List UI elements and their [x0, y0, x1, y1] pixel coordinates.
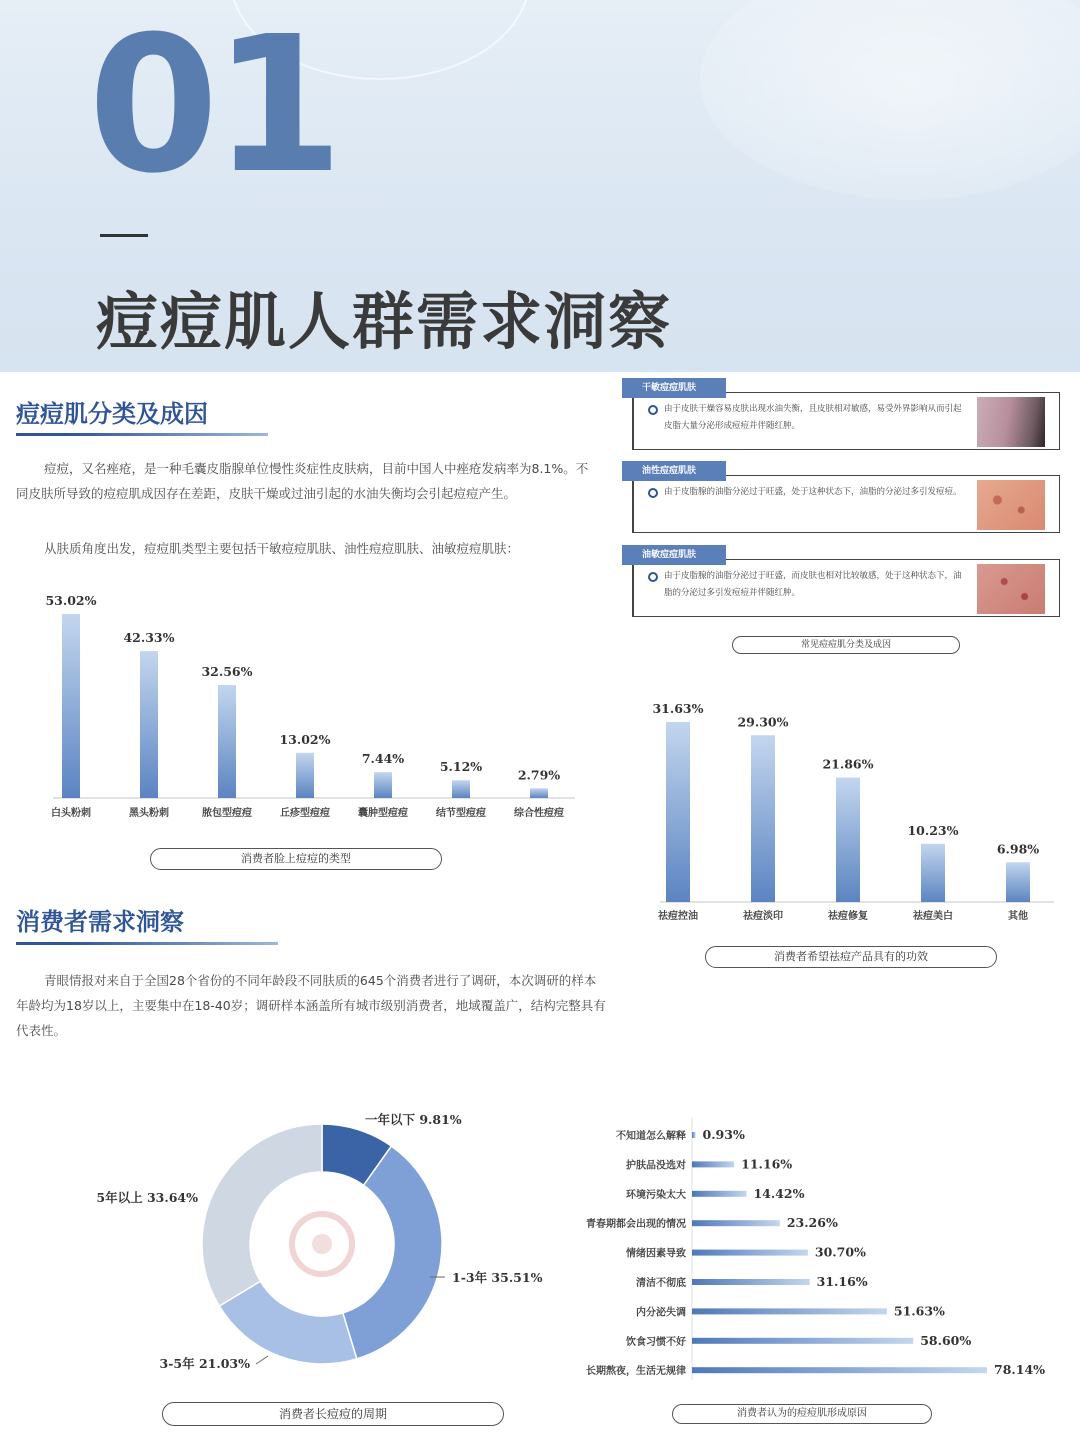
watermark-logo-dot: [312, 1234, 332, 1254]
bullet-icon: [648, 572, 658, 582]
chart1-caption: 消费者脸上痘痘的类型: [150, 848, 442, 870]
skin-photo: [977, 397, 1045, 447]
bar: [296, 753, 314, 798]
category-label: 祛痘淡印: [743, 911, 783, 922]
survey-paragraph: 青眼情报对来自于全国28个省份的不同年龄段不同肤质的645个消费者进行了调研，本次调研的样本年龄均为18岁以上，主要集中在18-40岁；调研样本涵盖所有城市级别消费者，地域覆盖广，结构完整具有代表性。: [16, 973, 606, 1038]
section-title-classification: 痘痘肌分类及成因: [16, 400, 208, 428]
category-label: 脓包型痘痘: [202, 808, 252, 819]
bar: [692, 1279, 810, 1285]
card-tag: 干敏痘痘肌肤: [622, 378, 726, 398]
card-tag: 油敏痘痘肌肤: [622, 545, 726, 565]
section-underline: [16, 942, 278, 945]
value-label: 58.60%: [920, 1332, 972, 1348]
light-decoration: [700, 0, 1080, 200]
bar: [692, 1220, 780, 1226]
title-dash: [100, 234, 148, 237]
card-text: 由于皮肤干燥容易皮肤出现水油失衡，且皮肤相对敏感，易受外界影响从而引起皮脂大量分泌形成痘痘并伴随红肿。: [664, 404, 962, 431]
bar: [692, 1161, 734, 1167]
card-box: [632, 559, 1060, 617]
bar: [218, 685, 236, 798]
value-label: 13.02%: [279, 731, 331, 747]
value-label: 10.23%: [907, 822, 959, 838]
bar: [1006, 862, 1030, 902]
value-label: 2.79%: [517, 767, 561, 783]
card-text: 由于皮脂腺的油脂分泌过于旺盛，处于这种状态下，油脂的分泌过多引发痘痘。: [664, 487, 962, 497]
bar: [692, 1338, 913, 1344]
page-title: 痘痘肌人群需求洞察: [96, 285, 673, 358]
cards-caption: 常见痘痘肌分类及成因: [732, 636, 960, 654]
efficacy-bar-chart: [630, 690, 1070, 930]
category-label: 不知道怎么解释: [616, 1131, 686, 1142]
skin-type-paragraph: 从肤质角度出发，痘痘肌类型主要包括干敏痘痘肌肤、油性痘痘肌肤、油敏痘痘肌肤：: [44, 541, 520, 556]
value-label: 7.44%: [361, 751, 405, 767]
value-label: 30.70%: [814, 1244, 866, 1260]
value-label: 5.12%: [439, 759, 483, 775]
bar: [374, 772, 392, 798]
category-label: 情绪因素导致: [626, 1248, 686, 1260]
bar: [692, 1250, 808, 1256]
bar: [692, 1191, 746, 1197]
category-label: 祛痘修复: [828, 911, 868, 922]
acne-duration-donut-chart: [60, 1100, 580, 1390]
section-title-demand: 消费者需求洞察: [16, 908, 184, 936]
donut-slice: [202, 1124, 322, 1306]
bar: [62, 614, 80, 798]
bar: [692, 1132, 696, 1138]
bar: [530, 788, 548, 798]
bar: [140, 651, 158, 798]
bar: [836, 778, 860, 902]
intro-paragraph: 痘痘，又名痤疮，是一种毛囊皮脂腺单位慢性炎症性皮肤病，目前中国人中痤疮发病率为8.1%。不同皮肤所导致的痘痘肌成因存在差距，皮肤干燥或过油引起的水油失衡均会引起痘痘产生。: [16, 461, 589, 501]
category-label: 饮食习惯不好: [626, 1336, 686, 1348]
bar: [921, 844, 945, 902]
chart3-caption: 消费者长痘痘的周期: [162, 1402, 504, 1426]
bar: [692, 1308, 887, 1314]
value-label: 51.63%: [893, 1303, 945, 1319]
bar: [751, 735, 775, 902]
section-underline: [16, 433, 268, 436]
bar: [692, 1367, 987, 1373]
chapter-number: 01: [88, 0, 338, 215]
skin-card-oily-sensitive: [622, 545, 1062, 619]
category-label: 祛痘控油: [658, 911, 698, 922]
value-label: 0.93%: [702, 1127, 745, 1142]
chart2-caption: 消费者希望祛痘产品具有的功效: [705, 946, 997, 968]
category-label: 环境污染太大: [626, 1189, 686, 1201]
category-label: 白头粉刺: [51, 808, 91, 819]
value-label: 14.42%: [753, 1185, 805, 1201]
value-label: 42.33%: [123, 630, 175, 646]
value-label: 11.16%: [741, 1156, 793, 1172]
acne-causes-hbar-chart: [560, 1118, 1060, 1388]
card-box: [632, 475, 1060, 533]
value-label: 31.63%: [652, 701, 704, 716]
category-label: 结节型痘痘: [436, 808, 486, 819]
category-label: 祛痘美白: [913, 911, 953, 922]
value-label: 21.86%: [822, 756, 874, 772]
card-box: [632, 392, 1060, 450]
category-label: 综合性痘痘: [514, 808, 564, 819]
category-label: 长期熬夜，生活无规律: [586, 1366, 686, 1378]
slice-label: 3-5年 21.03%: [159, 1356, 250, 1371]
slice-label: 5年以上 33.64%: [96, 1190, 198, 1205]
skin-photo: [977, 480, 1045, 530]
card-text: 由于皮脂腺的油脂分泌过于旺盛，而皮肤也相对比较敏感，处于这种状态下，油脂的分泌过多引发痘痘并伴随红肿。: [664, 571, 962, 598]
category-label: 黑头粉刺: [129, 808, 169, 819]
category-label: 清洁不彻底: [636, 1278, 686, 1289]
slice-label: 一年以下 9.81%: [365, 1112, 462, 1127]
card-tag: 油性痘痘肌肤: [622, 461, 726, 481]
hero-banner: [0, 0, 1080, 372]
bar: [666, 722, 690, 902]
category-label: 护肤品没选对: [626, 1160, 686, 1172]
category-label: 青春期都会出现的情况: [586, 1219, 686, 1231]
value-label: 23.26%: [786, 1215, 838, 1231]
bullet-icon: [648, 405, 658, 415]
chart4-caption: 消费者认为的痘痘肌形成原因: [672, 1404, 932, 1424]
skin-card-dry-sensitive: [622, 378, 1062, 452]
value-label: 78.14%: [994, 1362, 1046, 1378]
category-label: 丘疹型痘痘: [280, 808, 330, 819]
value-label: 6.98%: [996, 841, 1040, 857]
acne-type-bar-chart: [0, 580, 600, 830]
category-label: 内分泌失调: [636, 1307, 686, 1319]
category-label: 囊肿型痘痘: [358, 808, 408, 819]
leader-line: [256, 1356, 268, 1364]
value-label: 32.56%: [201, 664, 253, 680]
skin-photo: [977, 564, 1045, 614]
value-label: 29.30%: [737, 714, 789, 730]
skin-card-oily: [622, 461, 1062, 535]
value-label: 53.02%: [45, 593, 97, 608]
bar: [452, 780, 470, 798]
slice-label: 1-3年 35.51%: [452, 1270, 543, 1285]
bullet-icon: [648, 488, 658, 498]
category-label: 其他: [1008, 911, 1028, 922]
value-label: 31.16%: [816, 1274, 868, 1289]
